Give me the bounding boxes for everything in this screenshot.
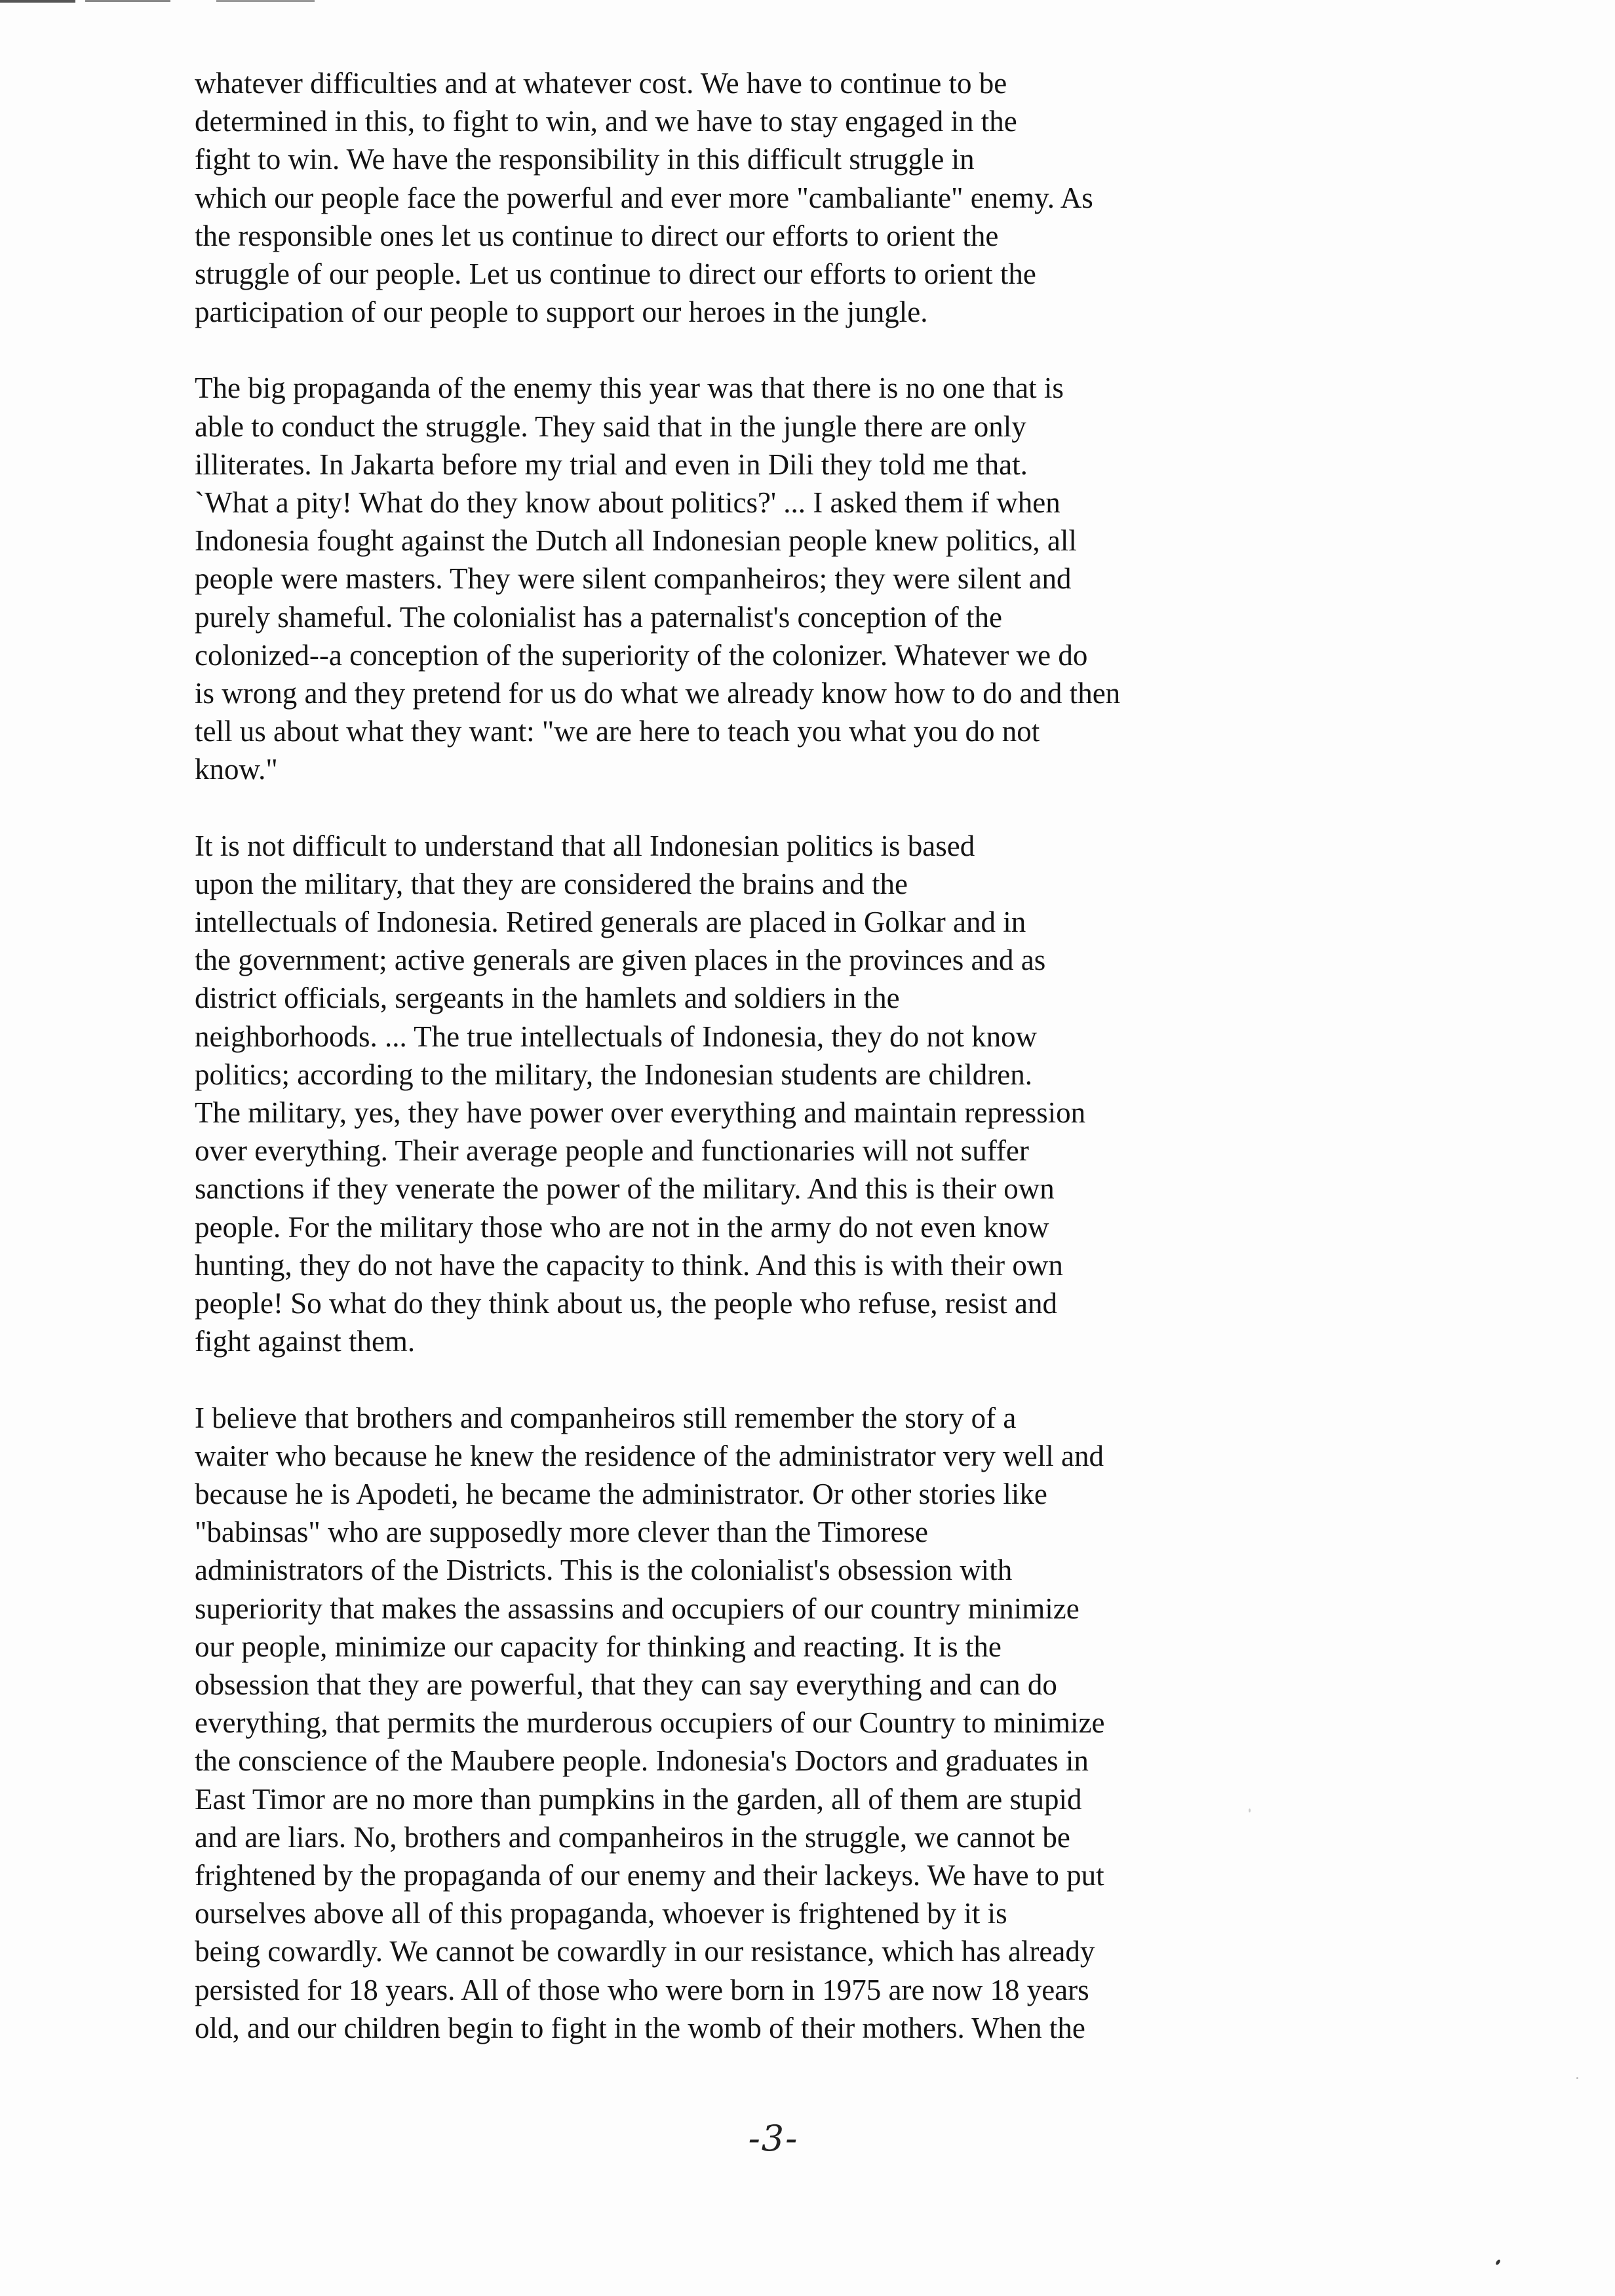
- text-line: East Timor are no more than pumpkins in the garden, all of them are stupid: [195, 1782, 1082, 1816]
- text-line: It is not difficult to understand that all Indonesian politics is based: [195, 829, 975, 862]
- text-line: intellectuals of Indonesia. Retired generals are placed in Golkar and in: [195, 906, 1026, 939]
- text-line: able to conduct the struggle. They said that in the jungle there are only: [195, 410, 1026, 443]
- text-line: tell us about what they want: "we are here to teach you what you do not: [195, 715, 1040, 748]
- scan-speck: [1249, 1808, 1251, 1812]
- scan-speck: [1495, 2259, 1501, 2265]
- text-line: people. For the military those who are not in the army do not even know: [195, 1210, 1049, 1244]
- text-line: politics; according to the military, the Indonesian students are children.: [195, 1058, 1032, 1091]
- scan-edge-mark: [0, 0, 75, 3]
- text-line: district officials, sergeants in the hamlets and soldiers in the: [195, 982, 900, 1015]
- text-line: The military, yes, they have power over everything and maintain repression: [195, 1096, 1086, 1130]
- scan-edge-mark: [216, 0, 315, 2]
- text-line: colonized--a conception of the superiority of the colonizer. Whatever we do: [195, 638, 1088, 672]
- text-line: neighborhoods. ... The true intellectuals of Indonesia, they do not know: [195, 1020, 1038, 1053]
- text-line: upon the military, that they are considered the brains and the: [195, 867, 908, 900]
- text-line: participation of our people to support our heroes in the jungle.: [195, 296, 928, 329]
- text-line: whatever difficulties and at whatever cost. We have to continue to be: [195, 67, 1007, 100]
- scan-edge-mark: [85, 0, 170, 2]
- text-line: waiter who because he knew the residence of the administrator very well and: [195, 1439, 1104, 1472]
- text-line: fight to win. We have the responsibility in this difficult struggle in: [195, 143, 975, 176]
- text-line: old, and our children begin to fight in the womb of their mothers. When the: [195, 2011, 1085, 2044]
- text-line: because he is Apodeti, he became the administrator. Or other stories like: [195, 1477, 1047, 1510]
- text-line: hunting, they do not have the capacity to think. And this is with their own: [195, 1248, 1063, 1282]
- text-line: fight against them.: [195, 1325, 416, 1358]
- text-line: persisted for 18 years. All of those who were born in 1975 are now 18 years: [195, 1973, 1089, 2006]
- text-line: purely shameful. The colonialist has a paternalist's conception of the: [195, 600, 1002, 634]
- text-line: know.": [195, 753, 278, 786]
- body-text: [195, 64, 1315, 2085]
- paragraph: [195, 64, 1315, 331]
- text-line: which our people face the powerful and ever more "cambaliante" enemy. As: [195, 181, 1093, 214]
- text-line: being cowardly. We cannot be cowardly in our resistance, which has already: [195, 1935, 1095, 1968]
- text-line: the government; active generals are given places in the provinces and as: [195, 944, 1046, 977]
- text-line: illiterates. In Jakarta before my trial and even in Dili they told me that.: [195, 448, 1028, 481]
- paragraph: [195, 1399, 1315, 2047]
- text-line: "babinsas" who are supposedly more clever than the Timorese: [195, 1516, 929, 1549]
- text-line: The big propaganda of the enemy this year was that there is no one that is: [195, 372, 1064, 405]
- text-line: the conscience of the Maubere people. Indonesia's Doctors and graduates in: [195, 1744, 1089, 1778]
- text-line: obsession that they are powerful, that they can say everything and can do: [195, 1668, 1057, 1701]
- text-line: struggle of our people. Let us continue to direct our efforts to orient the: [195, 258, 1036, 291]
- text-line: ourselves above all of this propaganda, whoever is frightened by it is: [195, 1897, 1007, 1930]
- text-line: administrators of the Districts. This is the colonialist's obsession with: [195, 1554, 1013, 1587]
- text-line: everything, that permits the murderous occupiers of our Country to minimize: [195, 1706, 1105, 1740]
- text-line: Indonesia fought against the Dutch all Indonesian people knew politics, all: [195, 524, 1077, 558]
- page-number: -3-: [748, 2118, 799, 2159]
- text-line: and are liars. No, brothers and companheiros in the struggle, we cannot be: [195, 1820, 1070, 1854]
- text-line: frightened by the propaganda of our enemy and their lackeys. We have to put: [195, 1858, 1104, 1892]
- paragraph: [195, 827, 1315, 1361]
- text-line: over everything. Their average people and functionaries will not suffer: [195, 1134, 1029, 1168]
- paragraph: [195, 369, 1315, 788]
- text-line: `What a pity! What do they know about politics?' ... I asked them if when: [195, 486, 1060, 520]
- text-line: determined in this, to fight to win, and we have to stay engaged in the: [195, 105, 1017, 138]
- scan-speck: [1576, 2077, 1578, 2079]
- text-line: I believe that brothers and companheiros still remember the story of a: [195, 1401, 1017, 1434]
- text-line: people were masters. They were silent companheiros; they were silent and: [195, 562, 1072, 596]
- text-line: sanctions if they venerate the power of the military. And this is their own: [195, 1172, 1055, 1206]
- text-line: the responsible ones let us continue to direct our efforts to orient the: [195, 219, 999, 252]
- text-line: our people, minimize our capacity for thinking and reacting. It is the: [195, 1630, 1002, 1663]
- text-line: superiority that makes the assassins and occupiers of our country minimize: [195, 1592, 1080, 1625]
- text-line: is wrong and they pretend for us do what we already know how to do and then: [195, 677, 1121, 710]
- text-line: people! So what do they think about us, the people who refuse, resist and: [195, 1287, 1057, 1320]
